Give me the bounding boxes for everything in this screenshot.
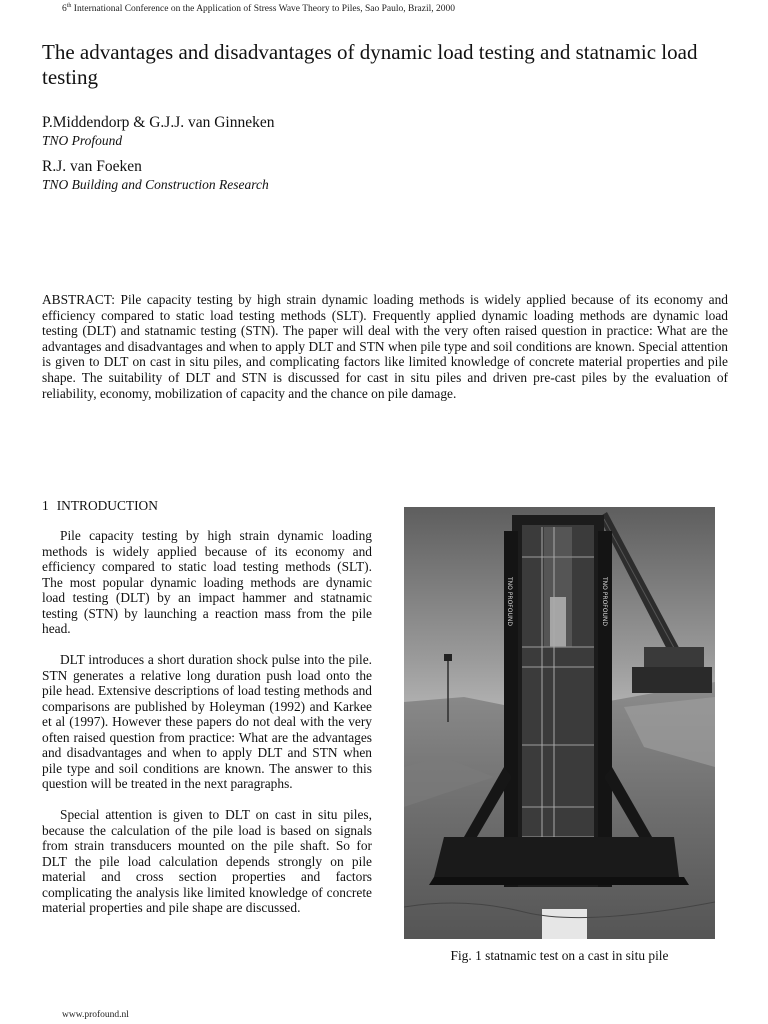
figure-caption: Fig. 1 statnamic test on a cast in situ pile bbox=[450, 948, 669, 963]
section-number: 1 bbox=[42, 498, 49, 513]
conference-name: International Conference on the Application of Stress Wave Theory to Piles, Sao Paulo, Brazil, 2000 bbox=[73, 4, 455, 15]
conference-ordinal: 6 bbox=[62, 4, 67, 15]
author-affiliation: TNO Profound bbox=[42, 133, 123, 148]
statnamic-rig-photo bbox=[404, 507, 715, 939]
conference-header bbox=[62, 3, 455, 14]
rig-lettering-left: TNO PROFOUND bbox=[506, 577, 513, 626]
section-title: INTRODUCTION bbox=[56, 498, 158, 513]
abstract: ABSTRACT: Pile capacity testing by high strain dynamic loading methods is widely applied because of its economy and efficiency compared to static load testing methods (SLT). Frequently applied dynamic loading methods are dynamic load testing (DLT) and statnamic testing (STN). The paper will deal with the very often raised question in practice: What are the advantages and disadvantages and when to apply DLT and STN when pile type and soil conditions are known. Special attention is given to DLT on cast in situ piles, and complicating factors like limited knowledge of concrete material properties and pile shape. The suitability of DLT and STN is discussed for cast in situ piles and driven pre-cast piles by the evaluation of reliability, economy, mobilization of capacity and the chance on pile damage. bbox=[42, 292, 728, 401]
figure-photo bbox=[404, 507, 715, 939]
body-column bbox=[42, 528, 372, 931]
author-block bbox=[42, 114, 275, 194]
author-group-1 bbox=[42, 114, 275, 150]
author-names: R.J. van Foeken bbox=[42, 158, 142, 175]
footer-url: www.profound.nl bbox=[62, 1010, 129, 1020]
paper-title: The advantages and disadvantages of dynamic load testing and statnamic load testing bbox=[42, 40, 698, 89]
paragraph: Special attention is given to DLT on cast in situ piles, because the calculation of the pile load is based on signals from strain transducers mounted on the pile shaft. So for DLT the pile load calculation depends strongly on pile material and cross section properties and factors complicating the analysis like limited knowledge of concrete material properties and pile shape are discussed. bbox=[42, 807, 372, 915]
paragraph: Pile capacity testing by high strain dynamic loading methods is widely applied because of its economy and efficiency compared to static load testing methods (SLT). The most popular dynamic loading methods are dynamic load testing (DLT) by an impact hammer and statnamic testing (STN) by launching a reaction mass from the pile head. bbox=[42, 528, 372, 636]
equipment-box bbox=[542, 909, 587, 939]
author-affiliation: TNO Building and Construction Research bbox=[42, 177, 269, 192]
conference-ordinal-suffix: th bbox=[66, 3, 72, 9]
paragraph: DLT introduces a short duration shock pulse into the pile. STN generates a relative long duration push load onto the pile head. Extensive descriptions of load testing methods and comparisons are published by Holeyman (1992) and Karkee et al (1997). However these papers do not deal with the very often raised question from practice: What are the advantages and disadvantages and when to apply DLT and STN when pile type and soil conditions are known. The answer to this question will be treated in the next paragraphs. bbox=[42, 652, 372, 791]
section-heading bbox=[42, 498, 158, 514]
author-group-2 bbox=[42, 158, 275, 194]
author-names: P.Middendorp & G.J.J. van Ginneken bbox=[42, 114, 275, 131]
rig-lettering-right: TNO PROFOUND bbox=[601, 577, 608, 626]
